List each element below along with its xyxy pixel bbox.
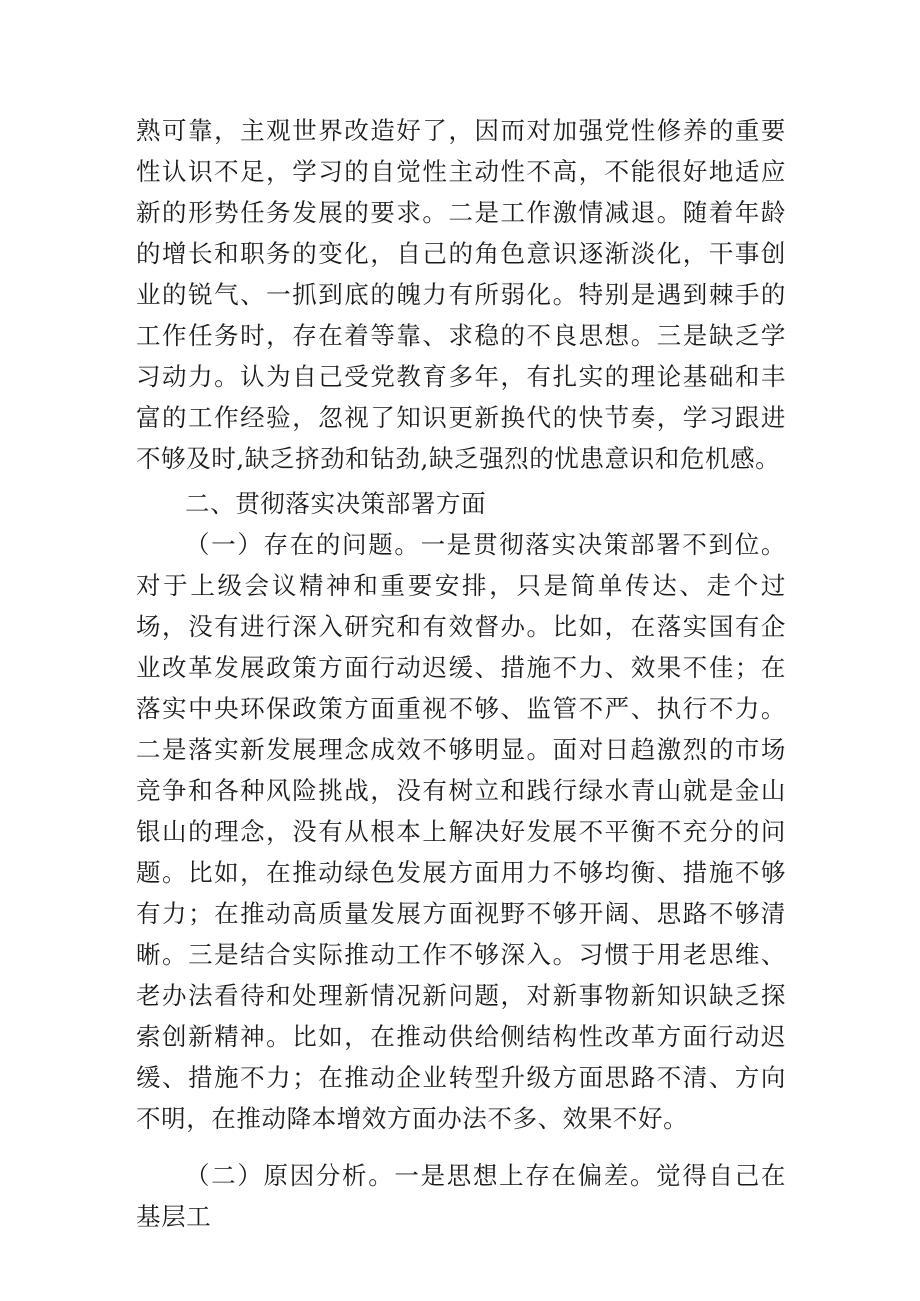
paragraph-cause-analysis: （二）原因分析。一是思想上存在偏差。觉得自己在基层工 bbox=[136, 1161, 786, 1231]
paragraph-problems: （一）存在的问题。一是贯彻落实决策部署不到位。对于上级会议精神和重要安排，只是简单传达、走个过场，没有进行深入研究和有效督办。比如，在落实国有企业改革发展政策方面行动迟缓、措施不力、效果不佳；在落实中央环保政策方面重视不够、监管不严、执行不力。二是落实新发展理念成效不够明显。面对日趋激烈的市场竞争和各种风险挑战，没有树立和践行绿水青山就是金山银山的理念，没有从根本上解决好发展不平衡不充分的问题。比如，在推动绿色发展方面用力不够均衡、措施不够有力；在推动高质量发展方面视野不够开阔、思路不够清晰。三是结合实际推动工作不够深入。习惯于用老思维、老办法看待和处理新情况新问题，对新事物新知识缺乏探索创新精神。比如，在推动供给侧结构性改革方面行动迟缓、措施不力；在推动企业转型升级方面思路不清、方向不明，在推动降本增效方面办法不多、效果不好。 bbox=[136, 530, 786, 1133]
section-heading: 二、贯彻落实决策部署方面 bbox=[185, 489, 487, 518]
paragraph-continued: 熟可靠，主观世界改造好了，因而对加强党性修养的重要性认识不足，学习的自觉性主动性不高，不能很好地适应新的形势任务发展的要求。二是工作激情减退。随着年龄的增长和职务的变化，自己的角色意识逐渐淡化，干事创业的锐气、一抓到底的魄力有所弱化。特别是遇到棘手的工作任务时，存在着等靠、求稳的不良思想。三是缺乏学习动力。认为自己受党教育多年，有扎实的理论基础和丰富的工作经验，忽视了知识更新换代的快节奏，学习跟进不够及时,缺乏挤劲和钻劲,缺乏强烈的忧患意识和危机感。 bbox=[136, 116, 786, 473]
document-body bbox=[136, 110, 786, 1237]
